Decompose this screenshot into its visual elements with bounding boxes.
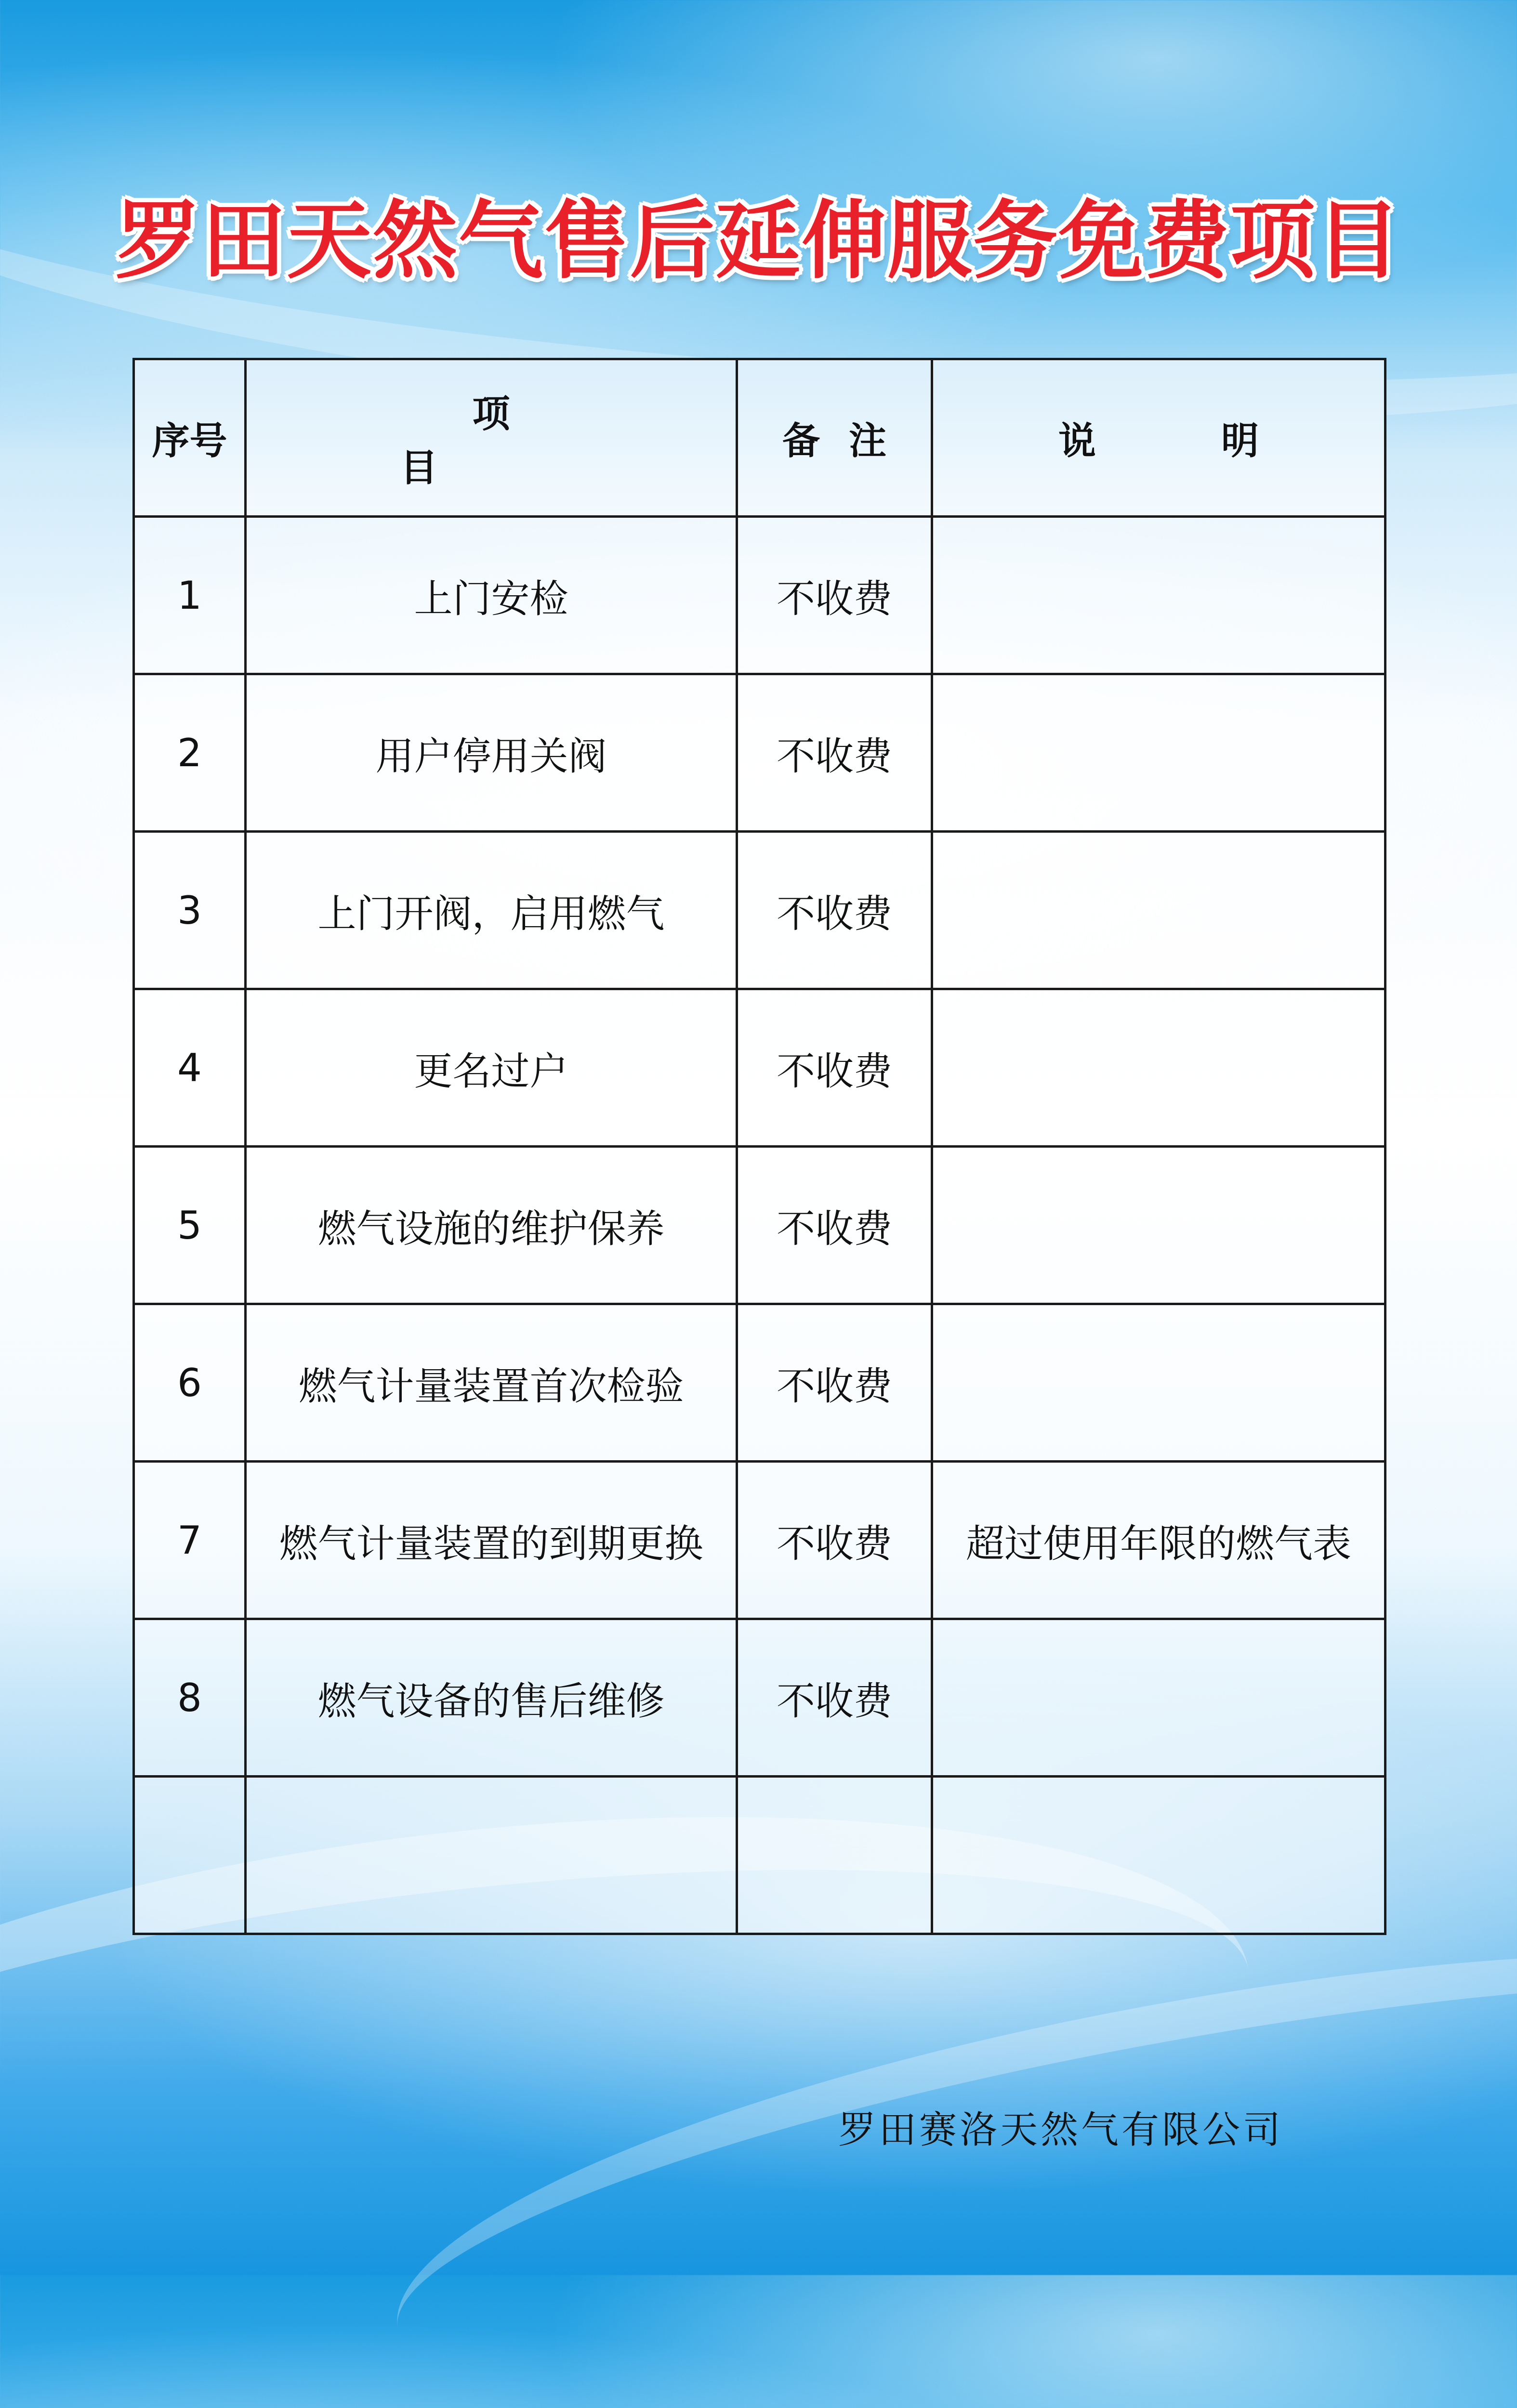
cell-no: 1 [134, 517, 246, 674]
cell-item: 用户停用关阀 [246, 674, 737, 832]
header-item [246, 359, 737, 517]
table-header-row [134, 359, 1385, 517]
cell-no [134, 1777, 246, 1934]
cell-note: 不收费 [737, 1462, 932, 1619]
cell-desc [932, 1777, 1385, 1934]
cell-desc [932, 1619, 1385, 1777]
cell-desc [932, 517, 1385, 674]
company-name: 罗田赛洛天然气有限公司 [838, 2108, 1284, 2152]
cell-desc [932, 1304, 1385, 1462]
cell-no: 2 [134, 674, 246, 832]
header-desc-label: 说明 [1058, 419, 1385, 463]
cell-note: 不收费 [737, 517, 932, 674]
cell-note: 不收费 [737, 1147, 932, 1304]
cell-item: 更名过户 [246, 989, 737, 1147]
header-note [737, 359, 932, 517]
cell-item: 燃气设施的维护保养 [246, 1147, 737, 1304]
cell-no: 6 [134, 1304, 246, 1462]
table-row [134, 1304, 1385, 1462]
table-row [134, 674, 1385, 832]
cell-item: 燃气设备的售后维修 [246, 1619, 737, 1777]
cell-desc [932, 989, 1385, 1147]
cell-note: 不收费 [737, 1619, 932, 1777]
cell-desc [932, 1147, 1385, 1304]
header-note-label: 备注 [782, 419, 915, 463]
cell-item: 燃气计量装置首次检验 [246, 1304, 737, 1462]
header-no: 序号 [134, 359, 246, 517]
cell-no: 8 [134, 1619, 246, 1777]
cell-item [246, 1777, 737, 1934]
table-row [134, 517, 1385, 674]
table-row [134, 832, 1385, 989]
header-desc [932, 359, 1385, 517]
cell-note: 不收费 [737, 989, 932, 1147]
cell-item: 燃气计量装置的到期更换 [246, 1462, 737, 1619]
cell-desc: 超过使用年限的燃气表 [932, 1462, 1385, 1619]
page-title: 罗田天然气售后延伸服务免费项目 [115, 191, 1402, 290]
cell-item: 上门开阀，启用燃气 [246, 832, 737, 989]
cell-desc [932, 674, 1385, 832]
cell-no: 7 [134, 1462, 246, 1619]
cell-note: 不收费 [737, 1304, 932, 1462]
cell-item: 上门安检 [246, 517, 737, 674]
cell-note [737, 1777, 932, 1934]
table-row-empty [134, 1777, 1385, 1934]
table-row [134, 1147, 1385, 1304]
cell-note: 不收费 [737, 674, 932, 832]
header-item-label: 项目 [400, 393, 655, 490]
table-row [134, 1619, 1385, 1777]
cell-no: 3 [134, 832, 246, 989]
cell-desc [932, 832, 1385, 989]
table-row [134, 989, 1385, 1147]
cell-no: 5 [134, 1147, 246, 1304]
free-service-table [132, 358, 1386, 1935]
cell-no: 4 [134, 989, 246, 1147]
cell-note: 不收费 [737, 832, 932, 989]
table-row [134, 1462, 1385, 1619]
